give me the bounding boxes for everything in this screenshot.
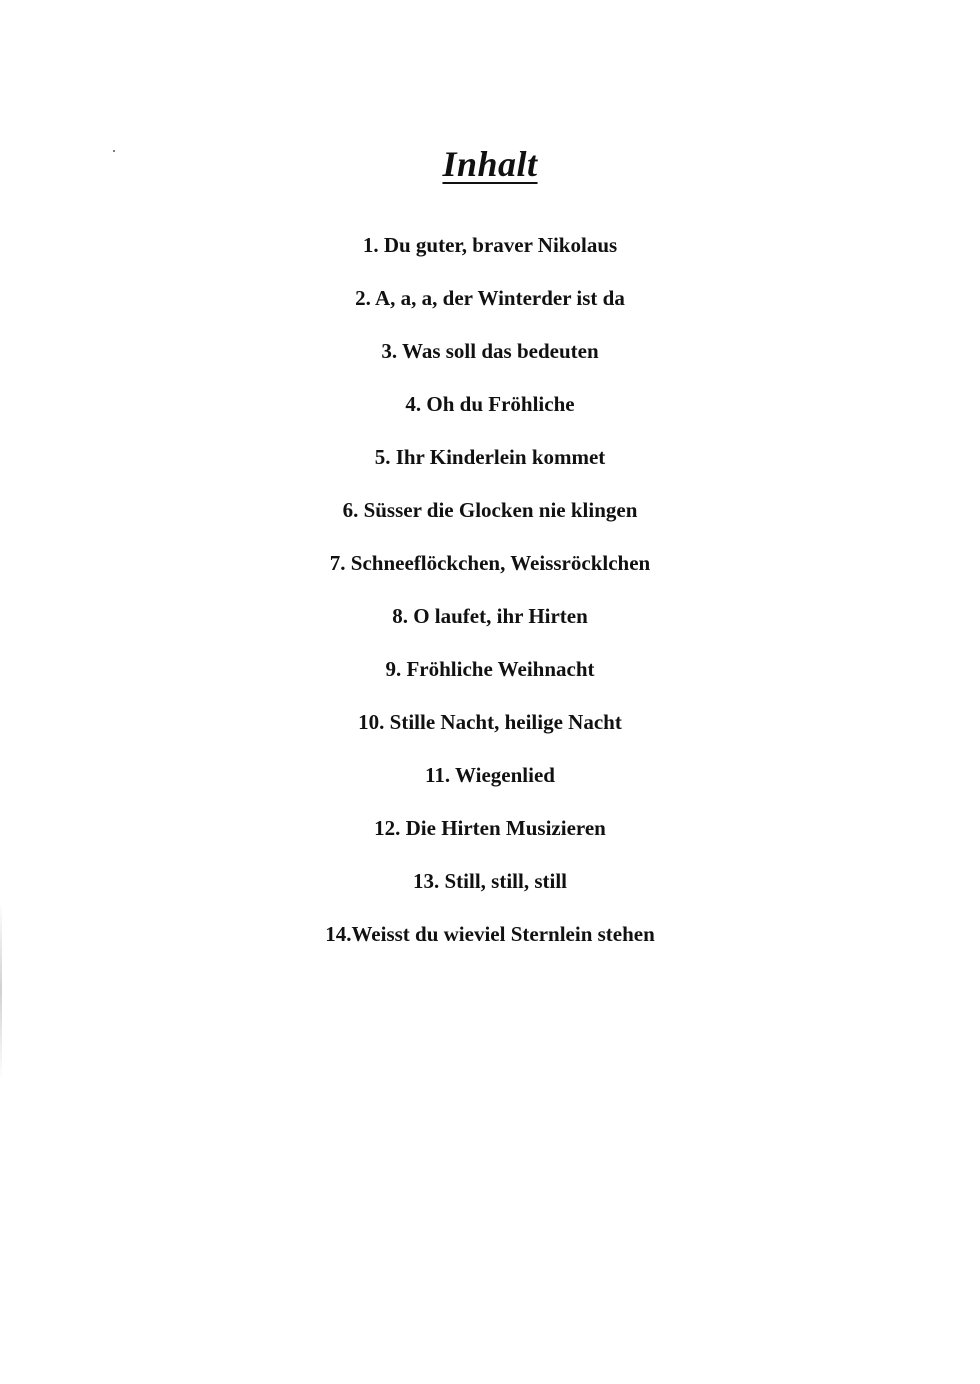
toc-item: 2. A, a, a, der Winterder ist da <box>355 286 625 310</box>
toc-item: 6. Süsser die Glocken nie klingen <box>342 498 638 522</box>
toc-item: 12. Die Hirten Musizieren <box>374 816 606 840</box>
page-title: Inhalt <box>442 144 538 184</box>
toc-item: 5. Ihr Kinderlein kommet <box>374 445 606 469</box>
toc-item: 14.Weisst du wieviel Sternlein stehen <box>325 922 655 946</box>
toc-item: 13. Still, still, still <box>412 869 567 893</box>
toc-item: 4. Oh du Fröhliche <box>405 392 575 416</box>
table-of-contents <box>0 229 980 971</box>
toc-item: 9. Fröhliche Weihnacht <box>385 657 595 681</box>
toc-item: 8. O laufet, ihr Hirten <box>392 604 588 628</box>
toc-item: 11. Wiegenlied <box>425 763 555 787</box>
toc-item: 3. Was soll das bedeuten <box>381 339 599 363</box>
toc-item: 1. Du guter, braver Nikolaus <box>362 233 618 257</box>
toc-item: 10. Stille Nacht, heilige Nacht <box>358 710 622 734</box>
toc-item: 7. Schneeflöckchen, Weissröcklchen <box>329 551 651 575</box>
